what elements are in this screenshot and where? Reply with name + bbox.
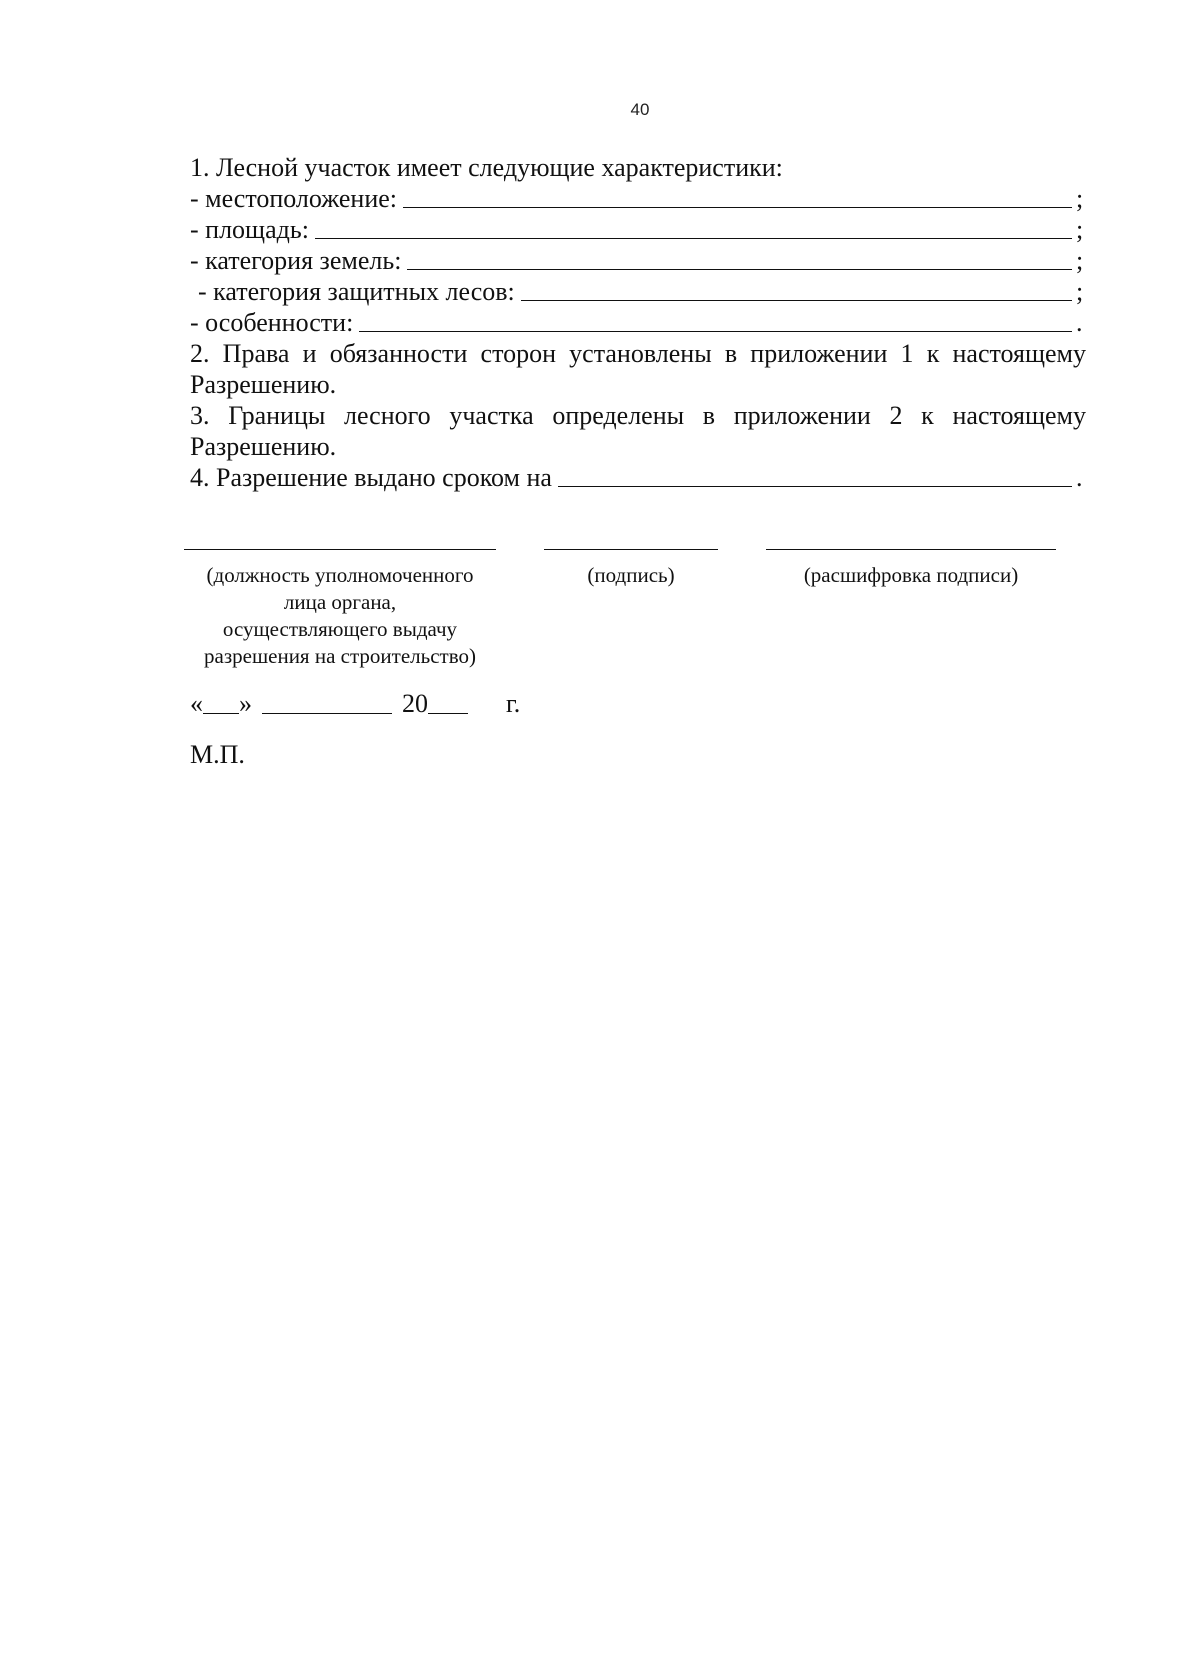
field-location — [190, 183, 1086, 214]
item3-line2 — [190, 431, 1086, 462]
year-blank[interactable] — [428, 712, 468, 714]
item3-line2-text: Разрешению. — [190, 432, 337, 461]
decoding-caption — [766, 562, 1056, 589]
date-line — [190, 688, 520, 719]
field-protective-forest-category — [190, 276, 1086, 307]
item1-heading — [190, 152, 1086, 183]
date-close-quote: » — [239, 689, 252, 718]
field-land-category-label: - категория земель: — [190, 246, 402, 275]
signature-caption-text: (подпись) — [587, 563, 675, 587]
month-blank[interactable] — [262, 712, 392, 714]
year-prefix: 20 — [402, 689, 428, 718]
position-blank[interactable] — [184, 548, 496, 550]
field-protective-forest-category-blank[interactable] — [521, 299, 1072, 301]
seal-placeholder: М.П. — [190, 740, 245, 769]
field-area-blank[interactable] — [315, 237, 1072, 239]
field-features — [190, 307, 1086, 338]
field-features-end: . — [1076, 308, 1083, 337]
position-caption — [184, 562, 496, 670]
date-open-quote: « — [190, 689, 203, 718]
field-location-label: - местоположение: — [190, 184, 398, 213]
item2-line1: 2. Права и обязанности сторон установлены в приложении 1 к настоящему — [190, 339, 1086, 368]
item2-line2 — [190, 369, 1086, 400]
year-suffix: г. — [506, 689, 521, 718]
decoding-blank[interactable] — [766, 548, 1056, 550]
item4-term-end: . — [1076, 463, 1083, 492]
field-area-label: - площадь: — [190, 215, 309, 244]
field-land-category-blank[interactable] — [407, 268, 1072, 270]
field-features-blank[interactable] — [359, 330, 1072, 332]
item3-line1: 3. Границы лесного участка определены в приложении 2 к настоящему — [190, 401, 1086, 430]
signature-blank[interactable] — [544, 548, 718, 550]
field-protective-forest-category-label: - категория защитных лесов: — [198, 277, 515, 306]
item4-term-blank[interactable] — [558, 485, 1072, 487]
item1-heading-text: 1. Лесной участок имеет следующие характеристики: — [190, 153, 783, 182]
field-location-blank[interactable] — [403, 206, 1072, 208]
field-land-category-end: ; — [1076, 246, 1084, 275]
item2-line2-text: Разрешению. — [190, 370, 337, 399]
field-location-end: ; — [1076, 184, 1084, 213]
decoding-caption-text: (расшифровка подписи) — [803, 563, 1019, 587]
item4-term-label: 4. Разрешение выдано сроком на — [190, 463, 552, 492]
position-caption-line-4: разрешения на строительство) — [204, 644, 476, 668]
field-features-label: - особенности: — [190, 308, 354, 337]
position-caption-line-1: (должность уполномоченного — [206, 563, 474, 587]
signature-caption — [544, 562, 718, 589]
day-blank[interactable] — [203, 712, 239, 714]
field-land-category — [190, 245, 1086, 276]
position-caption-line-3: осуществляющего выдачу — [222, 617, 458, 641]
field-area-end: ; — [1076, 215, 1084, 244]
position-caption-line-2: лица органа, — [283, 590, 397, 614]
field-protective-forest-category-end: ; — [1076, 277, 1084, 306]
form-body — [190, 152, 1086, 493]
field-area — [190, 214, 1086, 245]
item4-term — [190, 462, 1086, 493]
page-number: 40 — [630, 100, 650, 119]
